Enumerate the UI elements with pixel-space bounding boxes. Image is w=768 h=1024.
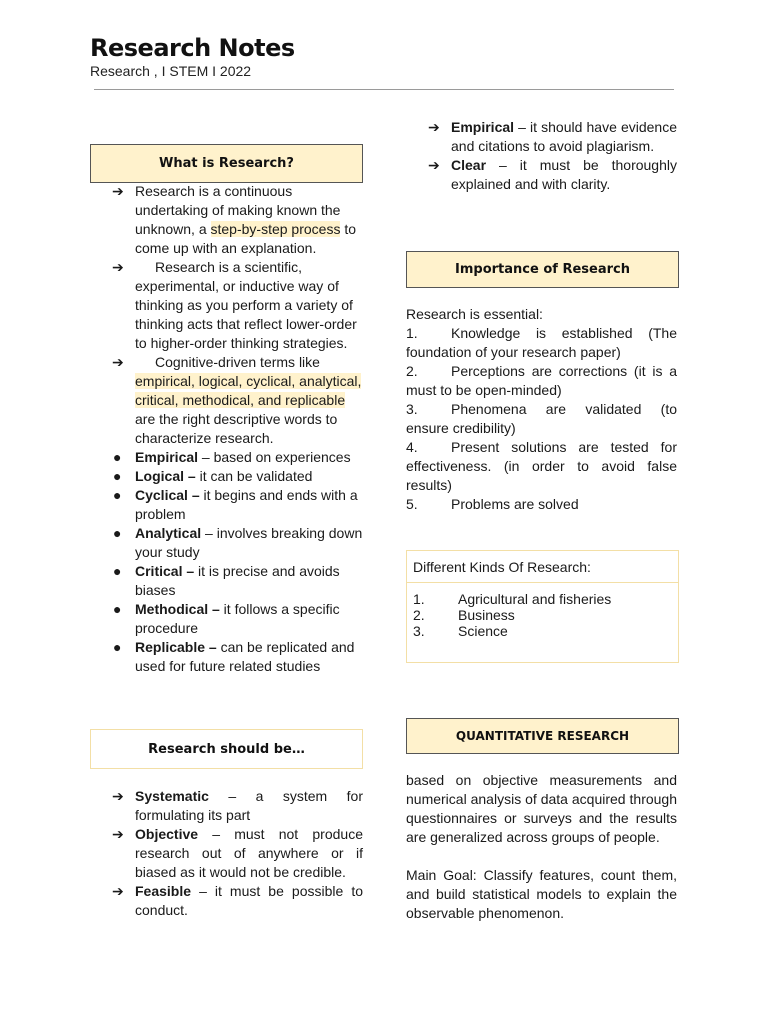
- quantitative-description: based on objective measurements and numerical analysis of data acquired through questionnaires or surveys and the results are generalized across groups of people.: [406, 772, 677, 845]
- quantitative-section: [406, 771, 677, 923]
- term-description: – a system for formulating its part: [135, 788, 363, 823]
- list-item: [90, 182, 363, 258]
- term-description: it follows a specific procedure: [135, 601, 340, 636]
- item-text: Science: [458, 623, 508, 639]
- item-number: 5.: [406, 496, 418, 512]
- numbered-item: [406, 495, 677, 514]
- list-item: [90, 258, 363, 353]
- list-item: [90, 486, 363, 524]
- item-number: 3.: [413, 623, 425, 639]
- importance-intro: Research is essential:: [406, 306, 543, 322]
- what-is-research-section: [90, 182, 363, 676]
- arrow-icon: ➔: [112, 826, 124, 842]
- list-item: [90, 882, 363, 920]
- term-label: Feasible: [135, 883, 192, 899]
- list-item: [90, 638, 363, 676]
- list-item-text: to come up with an explanation.: [135, 221, 357, 256]
- numbered-item: [406, 438, 677, 495]
- term-description: it can be validated: [195, 468, 313, 484]
- list-item: [90, 825, 363, 882]
- item-number: 1.: [413, 591, 425, 607]
- item-text: Present solutions are tested for effectiveness. (in order to avoid false results): [406, 439, 677, 493]
- list-item-text: are the right descriptive words to characterize research.: [135, 411, 338, 446]
- what-is-research-heading: What is Research?: [90, 144, 363, 183]
- term-label: Cyclical –: [135, 487, 200, 503]
- kinds-heading: Different Kinds Of Research:: [407, 551, 678, 583]
- bullet-icon: ●: [113, 639, 122, 655]
- list-item: [90, 600, 363, 638]
- list-item: [90, 353, 363, 448]
- arrow-icon: ➔: [112, 354, 124, 370]
- list-item: [406, 118, 677, 156]
- item-text: Agricultural and fisheries: [458, 591, 612, 607]
- bullet-icon: ●: [113, 487, 122, 503]
- bullet-icon: ●: [113, 468, 122, 484]
- item-text: Perceptions are corrections (it is a must to be open-minded): [406, 363, 677, 398]
- list-item: [90, 787, 363, 825]
- term-description: – it should have evidence and citations to avoid plagiarism.: [451, 119, 677, 154]
- bullet-icon: ●: [113, 525, 122, 541]
- arrow-icon: ➔: [112, 183, 124, 199]
- item-number: 1.: [406, 325, 418, 341]
- quantitative-heading: QUANTITATIVE RESEARCH: [406, 718, 679, 754]
- kinds-of-research-table: [406, 550, 679, 663]
- term-description: it is precise and avoids biases: [135, 563, 340, 598]
- bullet-icon: ●: [113, 563, 122, 579]
- numbered-item: [406, 400, 677, 438]
- list-item: [406, 156, 677, 194]
- list-item: [90, 467, 363, 486]
- arrow-icon: ➔: [112, 883, 124, 899]
- term-description: – it must be thoroughly explained and with clarity.: [451, 157, 677, 192]
- item-number: 2.: [406, 363, 418, 379]
- term-description: – must not produce research out of anywhere or if biased as it would not be credible.: [135, 826, 363, 880]
- item-number: 2.: [413, 607, 425, 623]
- term-description: – based on experiences: [198, 449, 351, 465]
- term-label: Replicable –: [135, 639, 217, 655]
- item-number: 4.: [406, 439, 418, 455]
- term-label: Objective: [135, 826, 199, 842]
- header-divider: [94, 89, 674, 90]
- page-subtitle: Research , I STEM I 2022: [90, 63, 252, 79]
- term-label: Critical –: [135, 563, 195, 579]
- term-label: Empirical: [451, 119, 515, 135]
- item-text: Knowledge is established (The foundation of your research paper): [406, 325, 677, 360]
- item-text: Phenomena are validated (to ensure credibility): [406, 401, 677, 436]
- list-item-text: Research is a continuous undertaking of making known the unknown, a: [135, 183, 341, 237]
- numbered-item: [406, 362, 677, 400]
- term-description: can be replicated and used for future related studies: [135, 639, 355, 674]
- term-description: it begins and ends with a problem: [135, 487, 358, 522]
- numbered-item: [407, 607, 678, 623]
- term-label: Methodical –: [135, 601, 220, 617]
- page-title: Research Notes: [90, 34, 295, 62]
- term-label: Logical –: [135, 468, 196, 484]
- list-item: [90, 448, 363, 467]
- importance-section: [406, 305, 677, 514]
- term-description: – involves breaking down your study: [135, 525, 363, 560]
- research-should-be-heading: Research should be…: [90, 729, 363, 769]
- list-item: [90, 562, 363, 600]
- quantitative-main-goal: Main Goal: Classify features, count them, and build statistical models to explain the observable phenomenon.: [406, 867, 677, 921]
- numbered-item: [407, 591, 678, 607]
- bullet-icon: ●: [113, 449, 122, 465]
- arrow-icon: ➔: [428, 157, 440, 173]
- list-item-text: Research is a scientific, experimental, or inductive way of thinking as you perform a variety of thinking acts that reflect lower-order to higher-order thinking strategies.: [135, 259, 357, 351]
- arrow-icon: ➔: [112, 788, 124, 804]
- research-should-be-section: [90, 787, 363, 920]
- importance-heading: Importance of Research: [406, 251, 679, 288]
- numbered-item: [407, 623, 678, 639]
- bullet-icon: ●: [113, 601, 122, 617]
- list-item: [90, 524, 363, 562]
- item-text: Business: [458, 607, 515, 623]
- term-label: Systematic: [135, 788, 209, 804]
- term-description: – it must be possible to conduct.: [135, 883, 363, 918]
- term-label: Empirical: [135, 449, 199, 465]
- item-text: Problems are solved: [451, 496, 579, 512]
- highlight-text: step-by-step process: [210, 221, 341, 237]
- term-label: Clear: [451, 157, 487, 173]
- term-label: Analytical: [135, 525, 202, 541]
- arrow-icon: ➔: [428, 119, 440, 135]
- item-number: 3.: [406, 401, 418, 417]
- highlight-text: empirical, logical, cyclical, analytical, critical, methodical, and replicable: [135, 373, 362, 408]
- research-should-be-continued: [406, 118, 677, 194]
- arrow-icon: ➔: [112, 259, 124, 275]
- list-item-text: Cognitive-driven terms like: [155, 354, 320, 370]
- numbered-item: [406, 324, 677, 362]
